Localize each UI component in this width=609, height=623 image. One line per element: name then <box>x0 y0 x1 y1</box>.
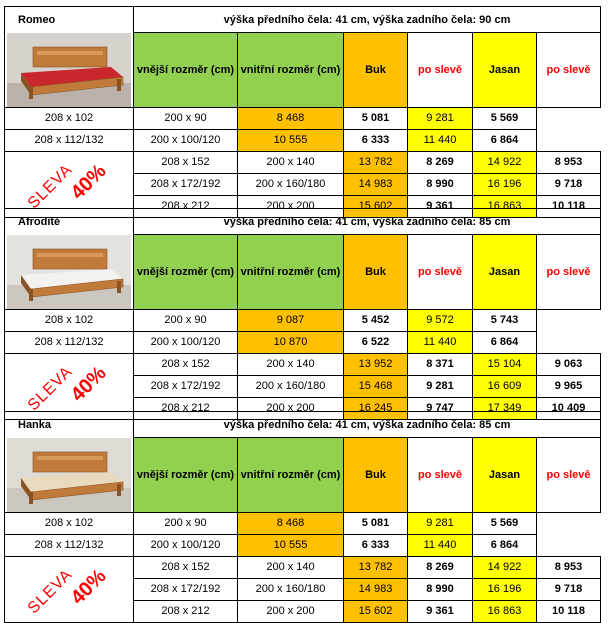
buk-sale-price-cell: 5 081 <box>344 107 408 129</box>
inner-size-cell: 200 x 200 <box>238 397 344 419</box>
frame-heights: výška předního čela: 41 cm, výška zadního čela: 85 cm <box>134 412 601 438</box>
inner-size-cell: 200 x 160/180 <box>238 173 344 195</box>
column-header-row <box>5 235 601 310</box>
bed-picture-shape <box>29 289 33 301</box>
buk-sale-price-cell: 8 371 <box>408 353 473 375</box>
product-table-0 <box>4 6 601 218</box>
outer-size-cell: 208 x 212 <box>134 195 238 217</box>
table-row <box>5 512 601 534</box>
product-title-row <box>5 412 601 438</box>
buk-price-cell: 16 245 <box>344 397 408 419</box>
bed-picture-shape <box>29 87 33 99</box>
buk-price-cell: 13 782 <box>344 556 408 578</box>
jasan-sale-price-cell: 6 864 <box>473 129 537 151</box>
jasan-sale-header: po slevě <box>537 33 601 108</box>
buk-price-cell: 14 983 <box>344 173 408 195</box>
jasan-price-cell: 16 196 <box>473 578 537 600</box>
jasan-header: Jasan <box>473 438 537 513</box>
sale-word: SLEVA <box>24 160 76 212</box>
sale-word: SLEVA <box>24 565 76 617</box>
outer-size-header: vnější rozměr (cm) <box>134 33 238 108</box>
product-title-row <box>5 209 601 235</box>
bed-picture-shape <box>33 249 107 269</box>
product-name: Hanka <box>5 412 134 438</box>
inner-size-cell: 200 x 200 <box>238 195 344 217</box>
sale-percent: 40% <box>66 361 111 406</box>
table-row <box>5 309 601 331</box>
table-row <box>5 556 601 578</box>
buk-sale-price-cell: 6 333 <box>344 129 408 151</box>
outer-size-header: vnější rozměr (cm) <box>134 235 238 310</box>
jasan-price-cell: 16 609 <box>473 375 537 397</box>
buk-sale-price-cell: 8 990 <box>408 578 473 600</box>
inner-size-cell: 200 x 160/180 <box>238 375 344 397</box>
table-row <box>5 129 601 151</box>
bed-picture-shape <box>117 281 121 293</box>
jasan-price-cell: 15 104 <box>473 353 537 375</box>
jasan-price-cell: 9 281 <box>408 512 473 534</box>
jasan-price-cell: 14 922 <box>473 151 537 173</box>
jasan-sale-header: po slevě <box>537 235 601 310</box>
inner-size-cell: 200 x 90 <box>134 107 238 129</box>
outer-size-cell: 208 x 112/132 <box>5 534 134 556</box>
buk-price-cell: 13 782 <box>344 151 408 173</box>
bed-photo <box>5 33 134 108</box>
table-row <box>5 353 601 375</box>
bed-photo <box>5 438 134 513</box>
bed-picture-shape <box>37 456 103 460</box>
buk-sale-price-cell: 8 990 <box>408 173 473 195</box>
outer-size-cell: 208 x 102 <box>5 107 134 129</box>
jasan-sale-price-cell: 8 953 <box>537 151 601 173</box>
jasan-sale-price-cell: 5 569 <box>473 512 537 534</box>
outer-size-cell: 208 x 172/192 <box>134 173 238 195</box>
inner-size-cell: 200 x 90 <box>134 512 238 534</box>
bed-photo <box>5 235 134 310</box>
table-row <box>5 151 601 173</box>
buk-price-cell: 10 555 <box>238 534 344 556</box>
bed-picture-shape <box>117 484 121 496</box>
bed-picture <box>7 33 131 107</box>
outer-size-cell: 208 x 172/192 <box>134 578 238 600</box>
outer-size-cell: 208 x 152 <box>134 151 238 173</box>
buk-price-cell: 15 468 <box>344 375 408 397</box>
jasan-price-cell: 11 440 <box>408 331 473 353</box>
jasan-sale-price-cell: 6 864 <box>473 534 537 556</box>
jasan-sale-price-cell: 9 718 <box>537 578 601 600</box>
sale-badge <box>5 556 134 622</box>
buk-sale-price-cell: 6 522 <box>344 331 408 353</box>
jasan-header: Jasan <box>473 33 537 108</box>
inner-size-cell: 200 x 90 <box>134 309 238 331</box>
buk-price-cell: 14 983 <box>344 578 408 600</box>
inner-size-cell: 200 x 100/120 <box>134 534 238 556</box>
inner-size-cell: 200 x 140 <box>238 151 344 173</box>
table-row <box>5 107 601 129</box>
sale-percent: 40% <box>66 159 111 204</box>
jasan-header: Jasan <box>473 235 537 310</box>
jasan-sale-price-cell: 5 743 <box>473 309 537 331</box>
product-table-1 <box>4 208 601 420</box>
jasan-price-cell: 17 349 <box>473 397 537 419</box>
table-row <box>5 534 601 556</box>
inner-size-cell: 200 x 160/180 <box>238 578 344 600</box>
frame-heights: výška předního čela: 41 cm, výška zadního čela: 90 cm <box>134 7 601 33</box>
table-row <box>5 331 601 353</box>
column-header-row <box>5 33 601 108</box>
bed-picture-shape <box>33 452 107 472</box>
buk-price-cell: 13 952 <box>344 353 408 375</box>
buk-sale-price-cell: 6 333 <box>344 534 408 556</box>
buk-header: Buk <box>344 33 408 108</box>
bed-picture-shape <box>37 253 103 257</box>
sale-stamp <box>5 557 133 622</box>
buk-price-cell: 9 087 <box>238 309 344 331</box>
buk-price-cell: 8 468 <box>238 107 344 129</box>
outer-size-cell: 208 x 152 <box>134 353 238 375</box>
outer-size-header: vnější rozměr (cm) <box>134 438 238 513</box>
jasan-price-cell: 11 440 <box>408 129 473 151</box>
jasan-price-cell: 9 281 <box>408 107 473 129</box>
buk-header: Buk <box>344 235 408 310</box>
buk-sale-price-cell: 9 281 <box>408 375 473 397</box>
frame-heights: výška předního čela: 41 cm, výška zadního čela: 85 cm <box>134 209 601 235</box>
outer-size-cell: 208 x 152 <box>134 556 238 578</box>
sale-stamp <box>5 152 133 217</box>
product-name: Afrodité <box>5 209 134 235</box>
buk-price-cell: 15 602 <box>344 195 408 217</box>
jasan-sale-price-cell: 10 118 <box>537 600 601 622</box>
product-name: Romeo <box>5 7 134 33</box>
buk-sale-price-cell: 8 269 <box>408 556 473 578</box>
buk-sale-price-cell: 9 747 <box>408 397 473 419</box>
jasan-price-cell: 16 863 <box>473 195 537 217</box>
inner-size-cell: 200 x 140 <box>238 353 344 375</box>
buk-price-cell: 8 468 <box>238 512 344 534</box>
jasan-sale-price-cell: 5 569 <box>473 107 537 129</box>
jasan-price-cell: 14 922 <box>473 556 537 578</box>
inner-size-header: vnitřní rozměr (cm) <box>238 235 344 310</box>
outer-size-cell: 208 x 102 <box>5 309 134 331</box>
outer-size-cell: 208 x 102 <box>5 512 134 534</box>
inner-size-header: vnitřní rozměr (cm) <box>238 438 344 513</box>
jasan-price-cell: 11 440 <box>408 534 473 556</box>
jasan-price-cell: 16 863 <box>473 600 537 622</box>
jasan-sale-price-cell: 6 864 <box>473 331 537 353</box>
inner-size-cell: 200 x 140 <box>238 556 344 578</box>
buk-sale-price-cell: 8 269 <box>408 151 473 173</box>
outer-size-cell: 208 x 112/132 <box>5 331 134 353</box>
outer-size-cell: 208 x 212 <box>134 600 238 622</box>
buk-sale-price-cell: 9 361 <box>408 600 473 622</box>
outer-size-cell: 208 x 212 <box>134 397 238 419</box>
sale-stamp <box>5 354 133 419</box>
column-header-row <box>5 438 601 513</box>
buk-sale-header: po slevě <box>408 438 473 513</box>
buk-price-cell: 15 602 <box>344 600 408 622</box>
outer-size-cell: 208 x 172/192 <box>134 375 238 397</box>
jasan-sale-price-cell: 8 953 <box>537 556 601 578</box>
jasan-sale-price-cell: 10 409 <box>537 397 601 419</box>
sale-badge <box>5 353 134 419</box>
bed-picture <box>7 235 131 309</box>
jasan-sale-price-cell: 10 118 <box>537 195 601 217</box>
sale-word: SLEVA <box>24 362 76 414</box>
jasan-price-cell: 16 196 <box>473 173 537 195</box>
outer-size-cell: 208 x 112/132 <box>5 129 134 151</box>
product-title-row <box>5 7 601 33</box>
jasan-price-cell: 9 572 <box>408 309 473 331</box>
bed-picture-shape <box>33 47 107 67</box>
buk-price-cell: 10 870 <box>238 331 344 353</box>
inner-size-cell: 200 x 100/120 <box>134 331 238 353</box>
buk-sale-price-cell: 5 452 <box>344 309 408 331</box>
jasan-sale-header: po slevě <box>537 438 601 513</box>
buk-sale-header: po slevě <box>408 33 473 108</box>
bed-picture-shape <box>29 492 33 504</box>
buk-header: Buk <box>344 438 408 513</box>
inner-size-cell: 200 x 100/120 <box>134 129 238 151</box>
jasan-sale-price-cell: 9 063 <box>537 353 601 375</box>
sale-percent: 40% <box>66 564 111 609</box>
product-table-2 <box>4 411 601 623</box>
inner-size-cell: 200 x 200 <box>238 600 344 622</box>
jasan-sale-price-cell: 9 965 <box>537 375 601 397</box>
bed-picture-shape <box>37 51 103 55</box>
inner-size-header: vnitřní rozměr (cm) <box>238 33 344 108</box>
buk-sale-price-cell: 5 081 <box>344 512 408 534</box>
jasan-sale-price-cell: 9 718 <box>537 173 601 195</box>
buk-sale-price-cell: 9 361 <box>408 195 473 217</box>
bed-picture <box>7 438 131 512</box>
buk-price-cell: 10 555 <box>238 129 344 151</box>
bed-picture-shape <box>117 79 121 91</box>
buk-sale-header: po slevě <box>408 235 473 310</box>
